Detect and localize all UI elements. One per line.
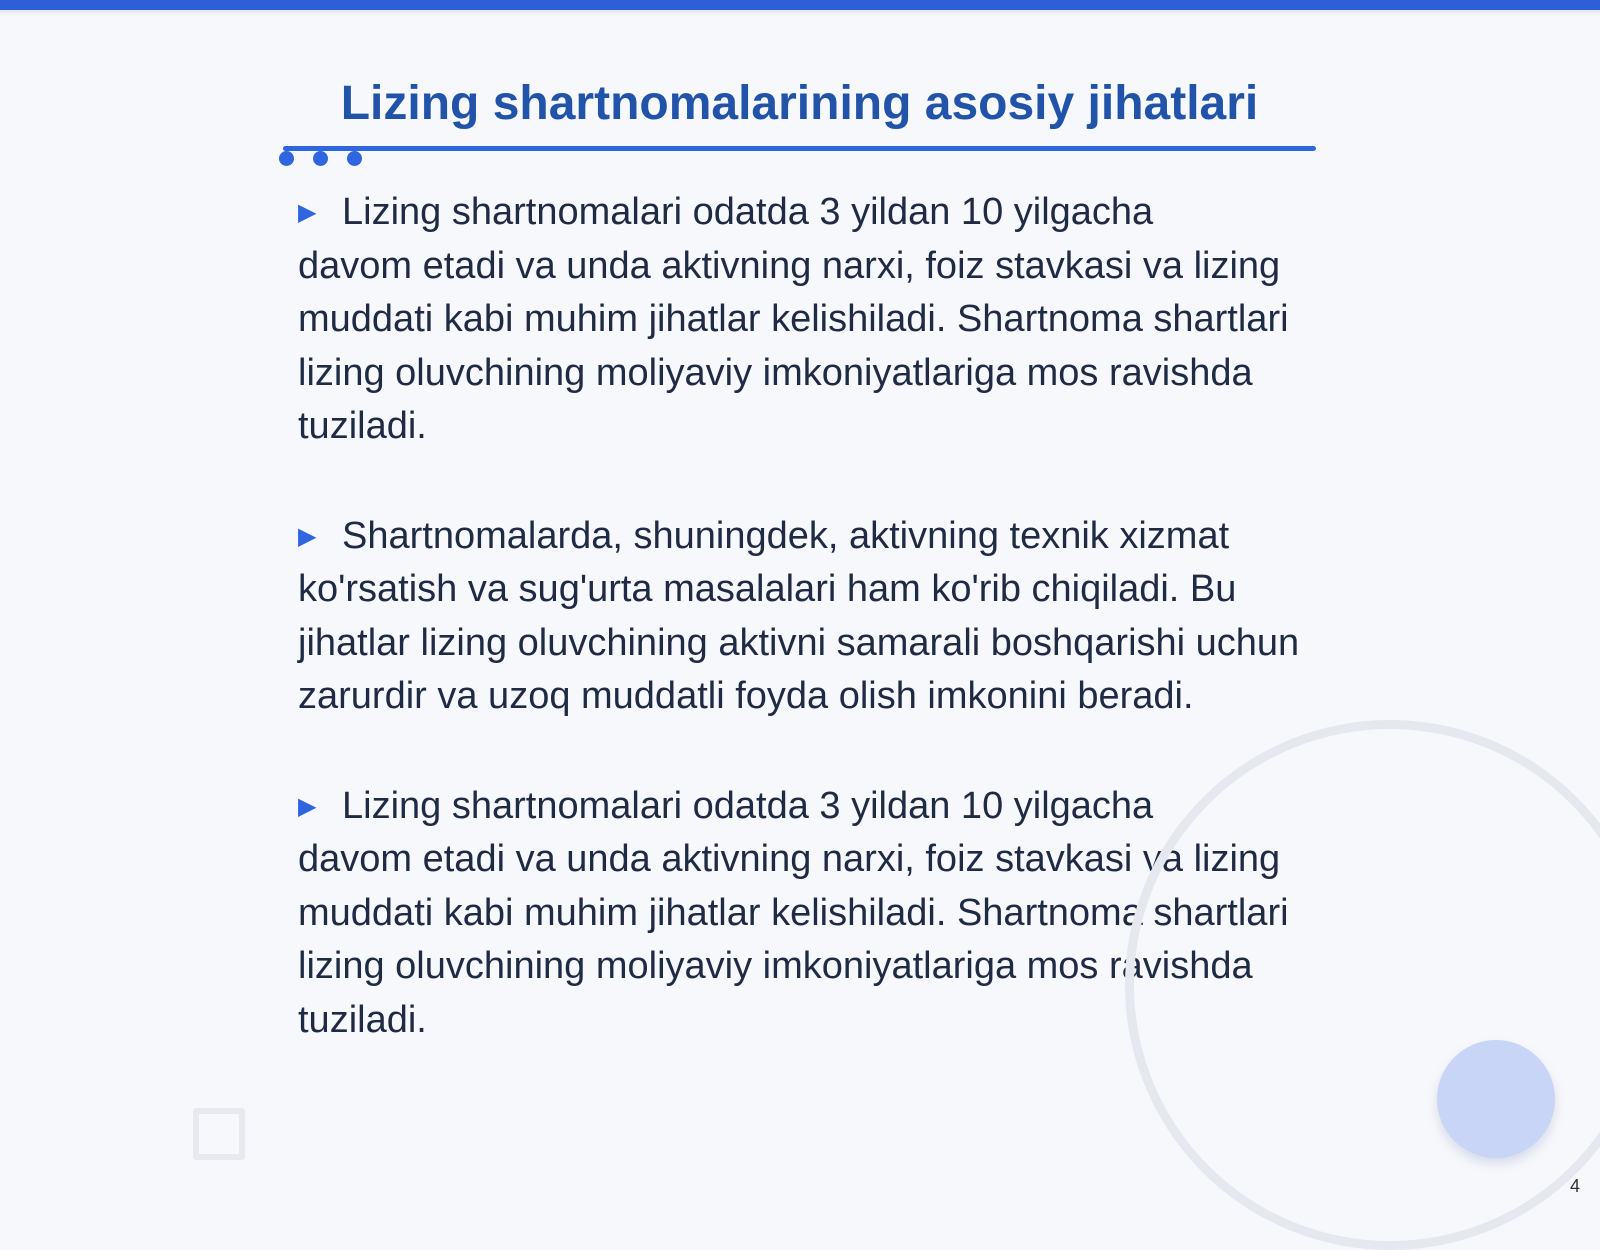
bullet-paragraph-1	[298, 186, 1308, 454]
paragraph-first-line: Lizing shartnomalari odatda 3 yildan 10 yilgacha	[342, 191, 1154, 233]
paragraph-text: ko'rsatish va sug'urta masalalari ham ko'rib chiqiladi. Bu jihatlar lizing oluvchining aktivni samarali boshqarishi uchun zarurdir va uzoq muddatli foyda olish imkonini beradi.	[298, 568, 1300, 717]
top-accent-bar	[0, 0, 1600, 10]
bullet-paragraph-2	[298, 510, 1308, 724]
underline-dot-1	[279, 151, 294, 166]
paragraph-text: davom etadi va unda aktivning narxi, foiz stavkasi va lizing muddati kabi muhim jihatlar kelishiladi. Shartnoma shartlari lizing oluvchining moliyaviy imkoniyatlariga mos ravishda tuziladi.	[298, 838, 1289, 1041]
triangle-bullet-icon: ▶	[298, 792, 317, 820]
decorative-square	[193, 1108, 245, 1160]
paragraph-text: davom etadi va unda aktivning narxi, foiz stavkasi va lizing muddati kabi muhim jihatlar kelishiladi. Shartnoma shartlari lizing oluvchining moliyaviy imkoniyatlariga mos ravishda tuziladi.	[298, 244, 1289, 447]
page-number: 4	[1569, 1176, 1580, 1196]
triangle-bullet-icon: ▶	[298, 522, 317, 550]
decorative-circle	[1437, 1040, 1555, 1158]
underline-dot-3	[347, 151, 362, 166]
top-bar-shadow	[0, 10, 1600, 16]
triangle-bullet-icon: ▶	[298, 199, 317, 226]
paragraph-first-line: Shartnomalarda, shuningdek, aktivning texnik xizmat	[342, 514, 1230, 557]
title-underline	[283, 146, 1316, 151]
paragraph-first-line: Lizing shartnomalari odatda 3 yildan 10 yilgacha	[342, 784, 1154, 827]
slide-title: Lizing shartnomalarining asosiy jihatlari	[340, 77, 1259, 130]
underline-dot-2	[313, 151, 328, 166]
